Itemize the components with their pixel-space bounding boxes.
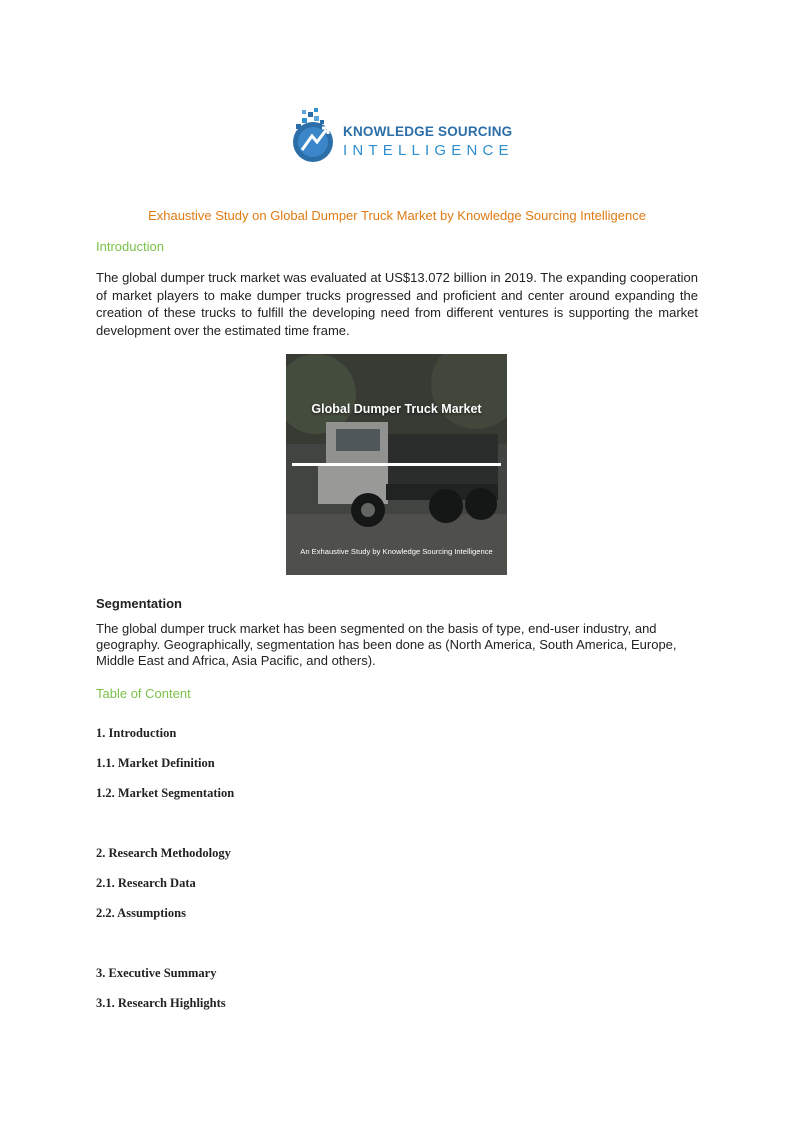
toc-item: 1.1. Market Definition (96, 756, 215, 770)
segmentation-paragraph: The global dumper truck market has been segmented on the basis of type, end-user industry, and geography. Geographically, segmentation has been done as (North America, South America, Europe, Middle East and Africa, Asia Pacific, and others). (96, 621, 677, 668)
segmentation-heading: Segmentation (96, 596, 182, 611)
toc-item: 1. Introduction (96, 726, 177, 740)
introduction-paragraph: The global dumper truck market was evaluated at US$13.072 billion in 2019. The expanding cooperation of market players to make dumper trucks progressed and proficient and center around expanding the creation of these trucks to fulfill the developing need from different ventures is supporting the market development over the estimated time frame. (96, 270, 698, 338)
logo-text-line2: INTELLIGENCE (343, 142, 514, 159)
toc-item: 2.2. Assumptions (96, 906, 186, 920)
logo-text-line1: KNOWLEDGE SOURCING (343, 124, 513, 139)
logo-mark-icon (290, 106, 336, 164)
introduction-heading: Introduction (96, 239, 164, 254)
toc-item: 3.1. Research Highlights (96, 996, 226, 1010)
cover-divider (292, 463, 501, 466)
toc-item: 3. Executive Summary (96, 966, 217, 980)
toc-item: 2. Research Methodology (96, 846, 231, 860)
document-title: Exhaustive Study on Global Dumper Truck Market by Knowledge Sourcing Intelligence (148, 208, 646, 223)
toc-item: 1.2. Market Segmentation (96, 786, 235, 800)
cover-caption: An Exhaustive Study by Knowledge Sourcing Intelligence (300, 547, 493, 556)
toc-heading: Table of Content (96, 686, 191, 701)
market-cover-image (286, 354, 507, 575)
cover-title: Global Dumper Truck Market (311, 402, 482, 416)
toc-item: 2.1. Research Data (96, 876, 196, 890)
company-logo (290, 106, 514, 164)
